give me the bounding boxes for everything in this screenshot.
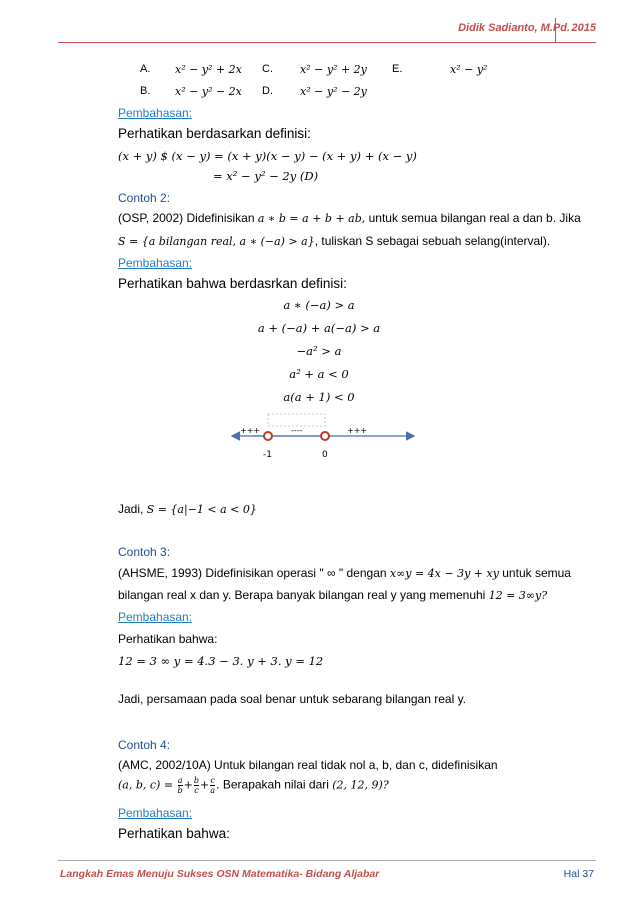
tick-minus-one: -1 [263, 450, 272, 460]
contoh2-step-3: −a² > a [296, 344, 342, 358]
pembahasan-1: Pembahasan: [118, 106, 193, 120]
contoh3-line1-a: (AHSME, 1993) Didefinisikan operasi " ∞ " dengan [118, 566, 390, 580]
sec1-intro: Perhatikan berdasarkan definisi: [118, 126, 311, 141]
contoh3-line2 [118, 588, 547, 602]
fraction-1-numerator: a [177, 776, 183, 785]
interval-bracket [268, 414, 325, 426]
fraction-2-numerator: b [193, 776, 200, 785]
fraction-2-denominator: c [194, 786, 199, 795]
fraction-3-denominator: a [210, 786, 216, 795]
contoh4-line2-math1: (a, b, c) = [118, 778, 177, 792]
contoh2-title: Contoh 2: [118, 191, 171, 205]
header-author: Didik Sadianto, M.Pd. [458, 22, 570, 34]
contoh2-line2-b: , tuliskan S sebagai sebuah selang(interval). [314, 234, 551, 248]
option-b-value: x² − y² − 2x [175, 85, 242, 98]
contoh2-jadi [118, 502, 257, 516]
contoh3-line1-b: untuk semua [498, 566, 571, 580]
contoh2-line1-b: untuk semua bilangan real a dan b. Jika [365, 211, 581, 225]
pembahasan-2: Pembahasan: [118, 256, 193, 270]
pembahasan-3: Pembahasan: [118, 610, 193, 624]
header-year: 2015 [571, 22, 596, 34]
contoh4-intro: Perhatikan bahwa: [118, 826, 230, 841]
fraction-b-over-c [194, 776, 199, 795]
contoh3-line2-a: bilangan real x dan y. Berapa banyak bilangan real y yang memenuhi [118, 588, 489, 602]
contoh3-jadi: Jadi, persamaan pada soal benar untuk sebarang bilangan real y. [118, 692, 467, 706]
option-e-label: E. [392, 63, 403, 75]
sec1-eq1: (x + y) $ (x − y) = (x + y)(x − y) − (x + y) + (x − y) [118, 149, 417, 163]
contoh2-line1-a: (OSP, 2002) Didefinisikan [118, 211, 258, 225]
pembahasan-4: Pembahasan: [118, 806, 193, 820]
contoh2-jadi-label: Jadi, [118, 502, 147, 516]
contoh3-eq: 12 = 3 ∞ y = 4.3 − 3. y + 3. y = 12 [118, 654, 324, 668]
contoh3-line2-math: 12 = 3∞y? [488, 589, 548, 602]
open-point-zero [321, 432, 329, 440]
contoh2-line1 [118, 211, 581, 225]
contoh4-line1: (AMC, 2002/10A) Untuk bilangan real tidak nol a, b, dan c, didefinisikan [118, 758, 498, 772]
contoh4-title: Contoh 4: [118, 738, 171, 752]
contoh4-line2: (a, b, c) = $\frac{a}{b}$ + $\frac{b}{c}$ + $\frac{c}{a}$ . Berapakah nilai dari (2, 12, 9)? [118, 776, 389, 795]
contoh3-line1 [118, 566, 571, 580]
option-c-label: C. [262, 63, 273, 75]
number-line-diagram [225, 412, 425, 482]
option-c-value: x² − y² + 2y [300, 63, 367, 76]
footer-page-number: Hal 37 [563, 868, 594, 880]
open-point-minus-one [264, 432, 272, 440]
contoh2-line1-math: a ∗ b = a + b + ab, [257, 212, 366, 225]
contoh2-line2-math: S = {a bilangan real, a ∗ (−a) > a} [118, 235, 315, 248]
contoh2-step-5: a(a + 1) < 0 [283, 390, 355, 404]
footer-title: Langkah Emas Menuju Sukses OSN Matematika- Bidang Aljabar [60, 868, 380, 880]
contoh2-jadi-math: S = {a|−1 < a < 0} [146, 503, 257, 516]
header-divider [555, 18, 556, 42]
contoh3-intro: Perhatikan bahwa: [118, 632, 218, 646]
contoh2-intro: Perhatikan bahwa berdasrkan definisi: [118, 276, 347, 291]
option-a-value: x² − y² + 2x [175, 63, 242, 76]
tick-zero: 0 [322, 450, 328, 460]
footer-rule [58, 860, 596, 861]
option-d-value: x² − y² − 2y [300, 85, 367, 98]
option-b-label: B. [140, 85, 151, 97]
fraction-1-denominator: b [177, 786, 183, 795]
contoh4-line2-b: Berapakah nilai dari [219, 777, 333, 792]
contoh2-line2 [118, 234, 550, 248]
option-d-label: D. [262, 85, 273, 97]
fraction-c-over-a [210, 776, 215, 795]
contoh2-step-4: a² + a < 0 [289, 367, 349, 381]
option-e-value: x² − y² [450, 63, 488, 76]
header-year-box [560, 18, 596, 40]
contoh4-line2-math2: (2, 12, 9)? [332, 778, 389, 792]
contoh3-line1-math: x∞y = 4x − 3y + xy [389, 567, 499, 580]
sign-left: +++ [240, 426, 261, 435]
contoh2-step-2: a + (−a) + a(−a) > a [257, 321, 381, 335]
sec1-eq2: = x² − y² − 2y (D) [213, 169, 319, 183]
sign-right: +++ [347, 426, 368, 435]
fraction-3-numerator: c [210, 776, 215, 785]
header-rule [58, 42, 596, 43]
contoh2-step-1: a ∗ (−a) > a [283, 298, 355, 312]
sign-middle: ---- [291, 426, 303, 435]
option-a-label: A. [140, 63, 151, 75]
contoh3-title: Contoh 3: [118, 545, 171, 559]
fraction-a-over-b [178, 776, 183, 795]
